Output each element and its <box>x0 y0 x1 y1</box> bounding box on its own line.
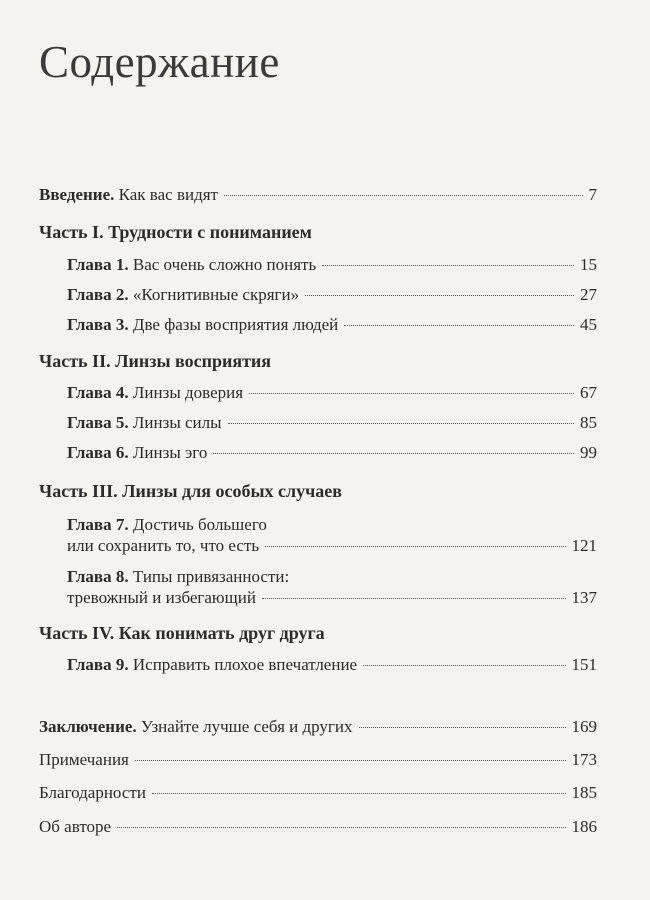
page-number: 151 <box>571 655 597 674</box>
toc-entry-chapter-2[interactable] <box>67 285 597 305</box>
dot-leader <box>322 265 574 266</box>
entry-title: Об авторе <box>39 817 112 836</box>
toc-entry-chapter-9[interactable] <box>67 655 597 675</box>
entry-title: «Когнитивные скряги» <box>132 285 300 304</box>
entry-title: Примечания <box>39 750 129 769</box>
entry-label: Глава 5. <box>67 413 129 432</box>
part-heading: Часть I. Трудности с пониманием <box>39 222 312 242</box>
entry-label: Заключение. <box>39 717 137 736</box>
page-number: 173 <box>571 750 597 769</box>
dot-leader <box>228 423 574 424</box>
entry-title-continued: тревожный и избегающий <box>67 588 256 607</box>
page-number: 27 <box>580 285 597 304</box>
page-number: 67 <box>580 383 597 402</box>
page-number: 185 <box>571 783 597 802</box>
entry-label: Введение. <box>39 185 115 204</box>
dot-leader <box>213 453 574 454</box>
entry-label: Глава 4. <box>67 383 129 402</box>
toc-entry-chapter-3[interactable] <box>67 315 597 335</box>
toc-entry-notes[interactable] <box>39 750 597 770</box>
entry-title: Линзы силы <box>132 413 222 432</box>
entry-title-continued: или сохранить то, что есть <box>67 536 260 555</box>
entry-title: Как вас видят <box>118 185 218 204</box>
page-number: 186 <box>571 817 597 836</box>
toc-entry-chapter-6[interactable] <box>67 443 597 463</box>
dot-leader <box>152 793 566 794</box>
dot-leader <box>363 665 565 666</box>
page-number: 99 <box>580 443 597 462</box>
toc-entry-author[interactable] <box>39 817 597 837</box>
toc-entry-chapter-7[interactable] <box>67 536 597 556</box>
page-number: 15 <box>580 255 597 274</box>
dot-leader <box>359 727 566 728</box>
entry-title: Благодарности <box>39 783 146 802</box>
entry-title: Достичь большего <box>132 515 267 534</box>
part-heading: Часть III. Линзы для особых случаев <box>39 481 342 501</box>
entry-title: Узнайте лучше себя и других <box>140 717 353 736</box>
toc-entry-chapter-1[interactable] <box>67 255 597 275</box>
toc-entry-chapter-8[interactable] <box>67 588 597 608</box>
entry-title: Линзы доверия <box>132 383 244 402</box>
entry-label: Глава 8. <box>67 567 129 586</box>
part-heading: Часть IV. Как понимать друг друга <box>39 623 325 643</box>
dot-leader <box>224 195 583 196</box>
page-number: 45 <box>580 315 597 334</box>
dot-leader <box>344 325 574 326</box>
entry-label: Глава 3. <box>67 315 129 334</box>
page-number: 169 <box>571 717 597 736</box>
entry-label: Глава 2. <box>67 285 129 304</box>
dot-leader <box>305 295 574 296</box>
entry-title: Линзы эго <box>132 443 208 462</box>
entry-label: Глава 9. <box>67 655 129 674</box>
entry-label: Глава 7. <box>67 515 129 534</box>
toc-entry-intro[interactable] <box>39 185 597 205</box>
dot-leader <box>135 760 566 761</box>
entry-title: Две фазы восприятия людей <box>132 315 339 334</box>
toc-entry-chapter-5[interactable] <box>67 413 597 433</box>
entry-title: Вас очень сложно понять <box>132 255 317 274</box>
entry-title: Типы привязанности: <box>132 567 290 586</box>
page-title: Содержание <box>39 37 280 87</box>
dot-leader <box>117 827 565 828</box>
toc-entry-chapter-7-first-line[interactable] <box>67 515 267 535</box>
page-number: 85 <box>580 413 597 432</box>
toc-entry-chapter-4[interactable] <box>67 383 597 403</box>
toc-entry-chapter-8-first-line[interactable] <box>67 567 289 587</box>
entry-title: Исправить плохое впечатление <box>132 655 358 674</box>
page-number: 137 <box>571 588 597 607</box>
toc-entry-conclusion[interactable] <box>39 717 597 737</box>
dot-leader <box>265 546 565 547</box>
part-heading: Часть II. Линзы восприятия <box>39 351 272 371</box>
dot-leader <box>262 598 566 599</box>
entry-label: Глава 1. <box>67 255 129 274</box>
dot-leader <box>249 393 574 394</box>
entry-label: Глава 6. <box>67 443 129 462</box>
page-number: 7 <box>588 185 597 204</box>
toc-entry-thanks[interactable] <box>39 783 597 803</box>
page-number: 121 <box>571 536 597 555</box>
